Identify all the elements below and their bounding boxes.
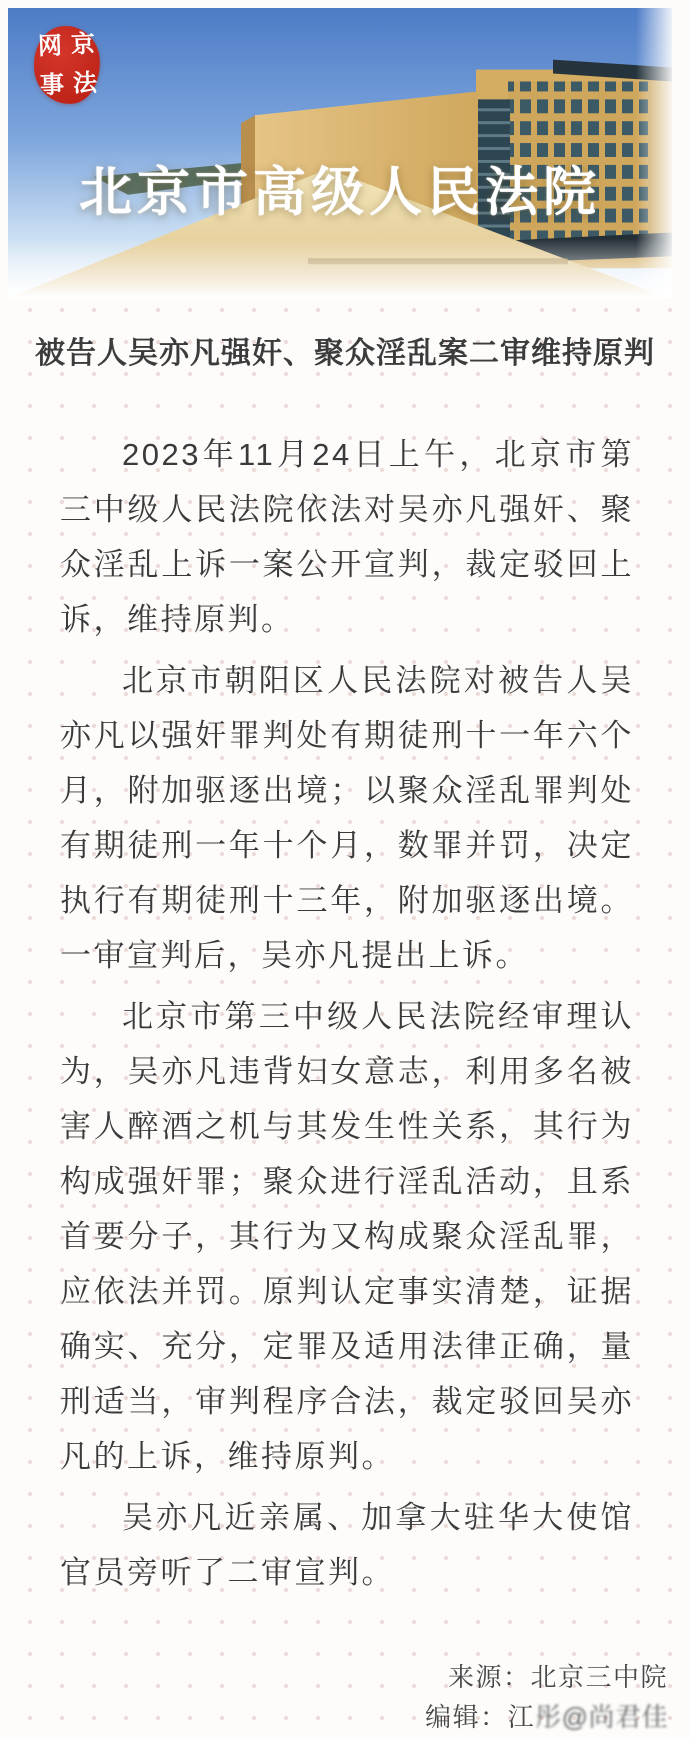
seal-char: 网	[37, 31, 62, 60]
watermark-obscured-text: 彤@尚君佳	[535, 1702, 668, 1732]
photo-title: 北京市高级人民法院	[79, 163, 601, 222]
editor-label: 编辑：江	[425, 1702, 536, 1732]
article-title: 被告人吴亦凡强奸、聚众淫乱案二审维持原判	[35, 337, 655, 370]
seal-logo-icon	[32, 24, 102, 105]
paragraph: 2023年11月24日上午，北京市第三中级人民法院依法对吴亦凡强奸、聚众淫乱上诉一案公开宣判，裁定驳回上诉，维持原判。	[60, 436, 634, 637]
court-photo	[8, 8, 672, 298]
seal-char: 京	[69, 30, 95, 59]
paragraph: 北京市朝阳区人民法院对被告人吴亦凡以强奸罪判处有期徒刑十一年六个月，附加驱逐出境；以聚众淫乱罪判处有期徒刑一年十个月，数罪并罚，决定执行有期徒刑十三年，附加驱逐出境。一审宣判后，吴亦凡提出上诉。	[60, 662, 634, 973]
seal-char: 法	[72, 69, 97, 98]
source-text: 来源：北京三中院	[447, 1662, 668, 1692]
paragraph: 北京市第三中级人民法院经审理认为，吴亦凡违背妇女意志，利用多名被害人醉酒之机与其发生性关系，其行为构成强奸罪；聚众进行淫乱活动，且系首要分子，其行为又构成聚众淫乱罪，应依法并罚。原判认定事实清楚，证据确实、充分，定罪及适用法律正确，量刑适当，审判程序合法，裁定驳回吴亦凡的上诉，维持原判。	[60, 998, 634, 1474]
seal-char: 事	[39, 70, 64, 99]
article-body	[0, 375, 690, 1600]
footer-credits	[425, 1657, 668, 1737]
editor-text	[425, 1697, 668, 1737]
paragraph: 吴亦凡近亲属、加拿大驻华大使馆官员旁听了二审宣判。	[60, 1499, 634, 1590]
